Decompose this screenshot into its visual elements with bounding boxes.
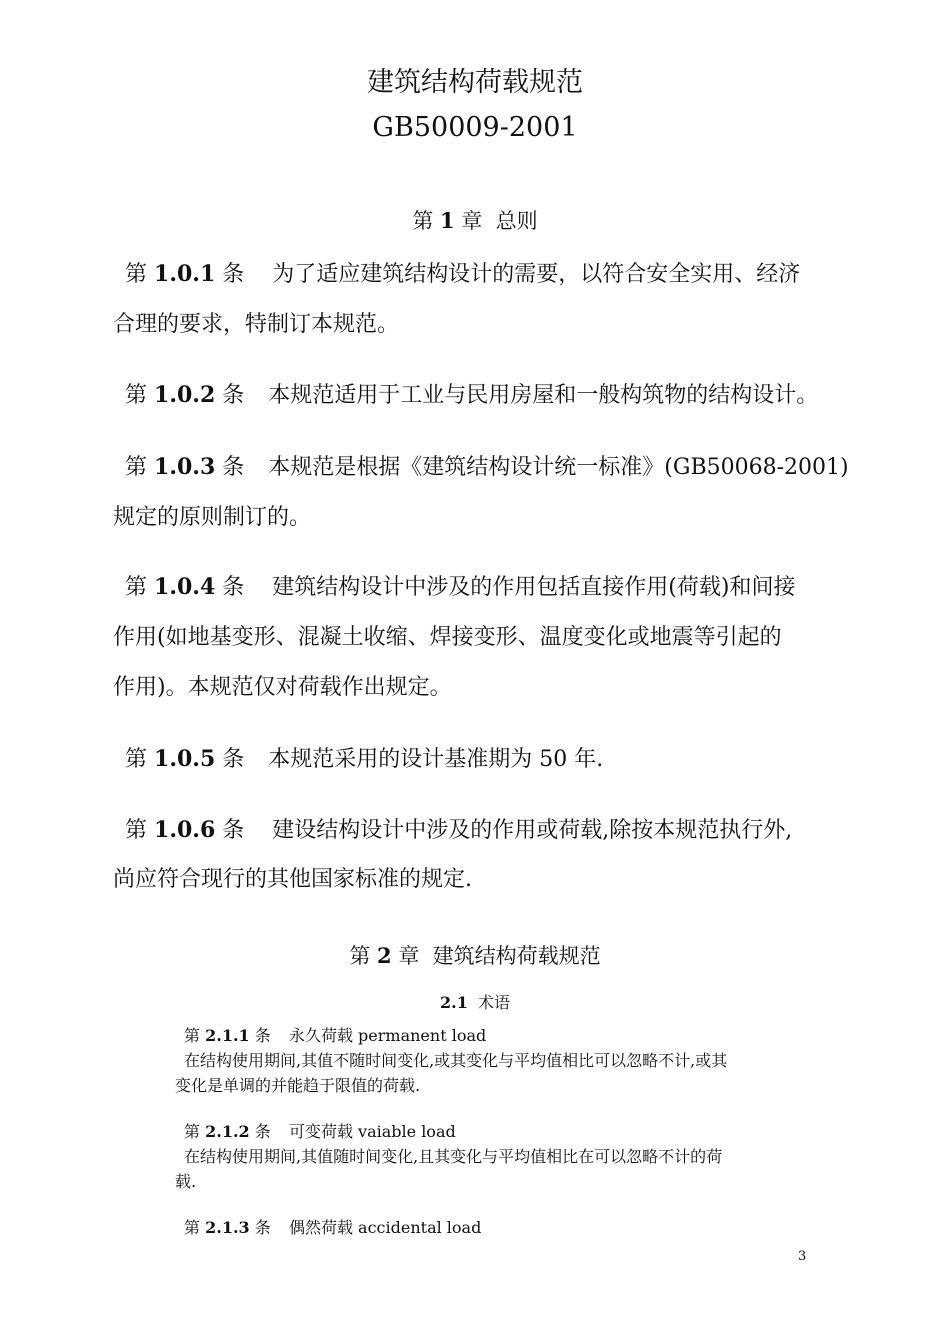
chapter-number: 1	[440, 208, 455, 233]
article-suffix: 条	[222, 575, 245, 600]
article-number: 2.1.2	[205, 1122, 250, 1141]
article-number: 1.0.5	[154, 746, 216, 772]
article-1-0-6-cont: 尚应符合现行的其他国家标准的规定.	[113, 867, 472, 892]
article-term: 可变荷载 vaiable load	[288, 1122, 456, 1141]
article-prefix: 第	[184, 1218, 201, 1237]
chapter-prefix: 第	[349, 944, 371, 968]
chapter-suffix: 章	[461, 209, 483, 233]
article-text: 本规范采用的设计基准期为 50 年.	[268, 747, 604, 772]
article-suffix: 条	[254, 1026, 271, 1045]
article-number: 1.0.3	[154, 454, 216, 480]
article-prefix: 第	[125, 262, 148, 287]
article-prefix: 第	[125, 818, 148, 843]
article-1-0-3	[125, 450, 849, 481]
article-2-1-2	[184, 1119, 456, 1142]
article-number: 1.0.6	[154, 817, 216, 843]
article-2-1-2-text-cont: 载.	[175, 1172, 197, 1191]
article-1-0-2	[125, 378, 818, 409]
chapter-2-heading	[0, 940, 950, 970]
article-term: 偶然荷载 accidental load	[288, 1218, 482, 1237]
article-1-0-4	[125, 570, 795, 601]
article-text: 建设结构设计中涉及的作用或荷载,除按本规范执行外,	[272, 818, 793, 843]
article-prefix: 第	[125, 383, 148, 408]
article-text: 本规范适用于工业与民用房屋和一般构筑物的结构设计。	[268, 383, 819, 408]
article-suffix: 条	[222, 383, 245, 408]
section-2-1-heading	[0, 990, 950, 1013]
article-suffix: 条	[254, 1122, 271, 1141]
article-1-0-4-cont-1: 作用(如地基变形、混凝土收缩、焊接变形、温度变化或地震等引起的	[113, 625, 782, 650]
section-number: 2.1	[439, 993, 468, 1012]
article-suffix: 条	[222, 747, 245, 772]
article-1-0-3-cont: 规定的原则制订的。	[113, 505, 312, 530]
chapter-number: 2	[377, 943, 392, 968]
chapter-name: 建筑结构荷载规范	[432, 944, 601, 968]
article-2-1-3	[184, 1215, 481, 1238]
article-text: 为了适应建筑结构设计的需要，以符合安全实用、经济	[272, 262, 801, 287]
article-prefix: 第	[125, 747, 148, 772]
article-1-0-6	[125, 813, 792, 844]
page-number: 3	[798, 1249, 807, 1264]
article-term: 永久荷载 permanent load	[288, 1026, 487, 1045]
article-number: 1.0.1	[154, 261, 216, 287]
chapter-prefix: 第	[412, 209, 434, 233]
article-prefix: 第	[125, 575, 148, 600]
article-1-0-1	[125, 257, 800, 288]
chapter-name: 总则	[495, 209, 538, 233]
article-text: 建筑结构设计中涉及的作用包括直接作用(荷载)和间接	[272, 575, 796, 600]
document-code: GB50009-2001	[372, 112, 578, 143]
article-suffix: 条	[222, 262, 245, 287]
chapter-suffix: 章	[398, 944, 420, 968]
article-number: 1.0.4	[154, 574, 216, 600]
article-number: 1.0.2	[154, 382, 216, 408]
article-2-1-2-text: 在结构使用期间,其值随时间变化,且其变化与平均值相比在可以忽略不计的荷	[184, 1147, 723, 1166]
article-number: 2.1.1	[205, 1026, 250, 1045]
article-1-0-5	[125, 742, 603, 773]
article-prefix: 第	[184, 1122, 201, 1141]
chapter-1-heading	[0, 205, 950, 235]
document-title: 建筑结构荷载规范	[367, 67, 583, 98]
article-suffix: 条	[222, 818, 245, 843]
article-2-1-1-text: 在结构使用期间,其值不随时间变化,或其变化与平均值相比可以忽略不计,或其	[184, 1051, 728, 1070]
article-prefix: 第	[184, 1026, 201, 1045]
article-suffix: 条	[222, 455, 245, 480]
article-text: 本规范是根据《建筑结构设计统一标准》(GB50068-2001)	[268, 455, 849, 480]
article-1-0-4-cont-2: 作用)。本规范仅对荷载作出规定。	[113, 675, 452, 700]
section-name: 术语	[478, 993, 511, 1012]
article-1-0-1-cont: 合理的要求，特制订本规范。	[113, 312, 400, 337]
article-suffix: 条	[254, 1218, 271, 1237]
article-prefix: 第	[125, 455, 148, 480]
article-2-1-1-text-cont: 变化是单调的并能趋于限值的荷载.	[175, 1076, 421, 1095]
article-2-1-1	[184, 1023, 486, 1046]
article-number: 2.1.3	[205, 1218, 250, 1237]
